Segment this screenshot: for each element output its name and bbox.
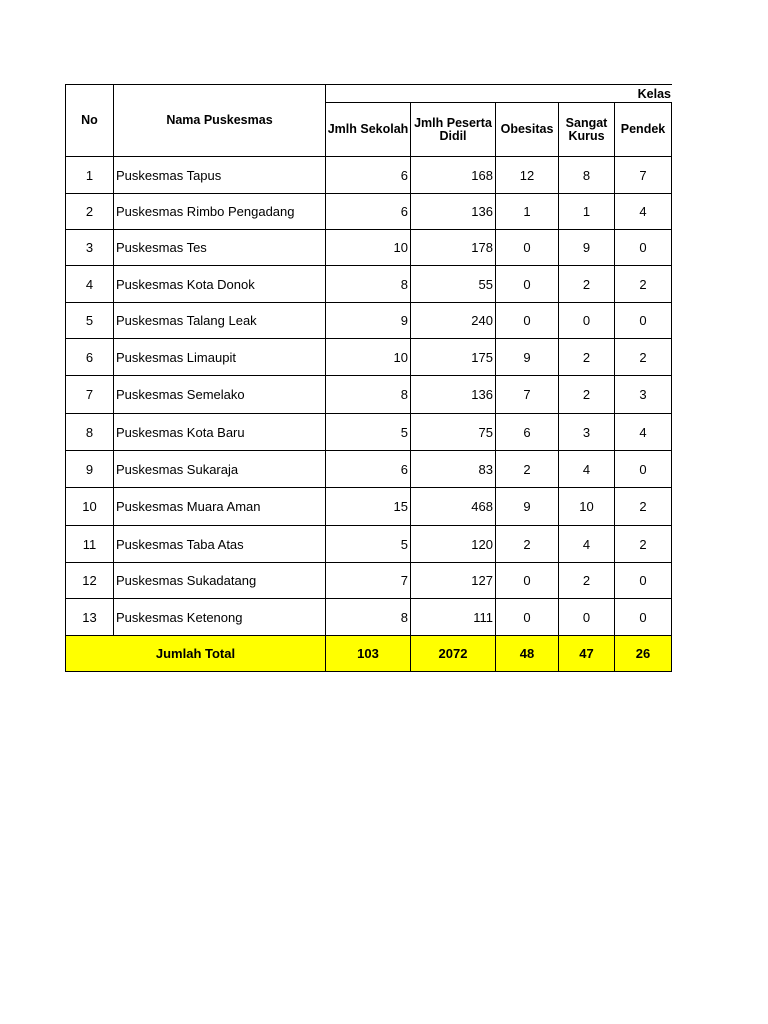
- cell-no[interactable]: 13: [66, 599, 114, 636]
- cell-pendek[interactable]: 4: [615, 194, 672, 230]
- header-sangat-kurus[interactable]: Sangat Kurus: [559, 103, 615, 157]
- table-header: [66, 85, 672, 157]
- cell-obesitas[interactable]: 2: [496, 526, 559, 563]
- cell-sangat-kurus[interactable]: 4: [559, 526, 615, 563]
- cell-sangat-kurus[interactable]: 8: [559, 157, 615, 194]
- cell-sangat-kurus[interactable]: 2: [559, 266, 615, 303]
- cell-nama-puskesmas[interactable]: Puskesmas Kota Donok: [114, 266, 326, 303]
- cell-jmlh-sekolah[interactable]: 5: [326, 526, 411, 563]
- cell-obesitas[interactable]: 0: [496, 230, 559, 266]
- cell-jmlh-sekolah[interactable]: 8: [326, 266, 411, 303]
- spreadsheet-table: [65, 84, 672, 672]
- cell-pendek[interactable]: 3: [615, 376, 672, 414]
- cell-nama-puskesmas[interactable]: Puskesmas Kota Baru: [114, 414, 326, 451]
- cell-sangat-kurus[interactable]: 0: [559, 303, 615, 339]
- table-row: [66, 339, 672, 376]
- cell-jmlh-sekolah[interactable]: 7: [326, 563, 411, 599]
- total-row: [66, 636, 672, 672]
- cell-pendek[interactable]: 7: [615, 157, 672, 194]
- cell-sangat-kurus[interactable]: 0: [559, 599, 615, 636]
- cell-jmlh-sekolah[interactable]: 10: [326, 339, 411, 376]
- table-row: [66, 194, 672, 230]
- cell-sangat-kurus[interactable]: 2: [559, 339, 615, 376]
- cell-obesitas[interactable]: 0: [496, 303, 559, 339]
- total-pendek[interactable]: 26: [615, 636, 672, 672]
- cell-no[interactable]: 1: [66, 157, 114, 194]
- cell-jmlh-peserta[interactable]: 55: [411, 266, 496, 303]
- cell-jmlh-sekolah[interactable]: 6: [326, 194, 411, 230]
- cell-obesitas[interactable]: 9: [496, 488, 559, 526]
- cell-no[interactable]: 8: [66, 414, 114, 451]
- cell-nama-puskesmas[interactable]: Puskesmas Sukadatang: [114, 563, 326, 599]
- cell-jmlh-peserta[interactable]: 168: [411, 157, 496, 194]
- cell-obesitas[interactable]: 1: [496, 194, 559, 230]
- cell-no[interactable]: 3: [66, 230, 114, 266]
- cell-no[interactable]: 6: [66, 339, 114, 376]
- header-obesitas[interactable]: Obesitas: [496, 103, 559, 157]
- cell-sangat-kurus[interactable]: 3: [559, 414, 615, 451]
- cell-obesitas[interactable]: 6: [496, 414, 559, 451]
- cell-jmlh-sekolah[interactable]: 15: [326, 488, 411, 526]
- header-group-kelas[interactable]: Kelas: [325, 85, 672, 103]
- total-obesitas[interactable]: 48: [496, 636, 559, 672]
- cell-jmlh-peserta[interactable]: 178: [411, 230, 496, 266]
- cell-no[interactable]: 7: [66, 376, 114, 414]
- header-jmlh-sekolah[interactable]: Jmlh Sekolah: [326, 103, 411, 157]
- cell-nama-puskesmas[interactable]: Puskesmas Tes: [114, 230, 326, 266]
- cell-no[interactable]: 4: [66, 266, 114, 303]
- cell-obesitas[interactable]: 12: [496, 157, 559, 194]
- cell-nama-puskesmas[interactable]: Puskesmas Semelako: [114, 376, 326, 414]
- header-no[interactable]: No: [66, 85, 114, 157]
- cell-pendek[interactable]: 0: [615, 230, 672, 266]
- header-nama-puskesmas[interactable]: Nama Puskesmas: [114, 85, 326, 157]
- cell-pendek[interactable]: 0: [615, 599, 672, 636]
- cell-obesitas[interactable]: 0: [496, 599, 559, 636]
- cell-no[interactable]: 12: [66, 563, 114, 599]
- cell-pendek[interactable]: 4: [615, 414, 672, 451]
- cell-pendek[interactable]: 2: [615, 526, 672, 563]
- table-row: [66, 451, 672, 488]
- cell-pendek[interactable]: 0: [615, 303, 672, 339]
- table-row: [66, 526, 672, 563]
- cell-jmlh-sekolah[interactable]: 6: [326, 451, 411, 488]
- cell-jmlh-peserta[interactable]: 127: [411, 563, 496, 599]
- total-sangat-kurus[interactable]: 47: [559, 636, 615, 672]
- cell-nama-puskesmas[interactable]: Puskesmas Limaupit: [114, 339, 326, 376]
- cell-no[interactable]: 2: [66, 194, 114, 230]
- cell-sangat-kurus[interactable]: 9: [559, 230, 615, 266]
- cell-obesitas[interactable]: 9: [496, 339, 559, 376]
- table-row: [66, 563, 672, 599]
- cell-no[interactable]: 10: [66, 488, 114, 526]
- cell-jmlh-sekolah[interactable]: 8: [326, 599, 411, 636]
- cell-jmlh-peserta[interactable]: 468: [411, 488, 496, 526]
- table-row: [66, 266, 672, 303]
- cell-sangat-kurus[interactable]: 2: [559, 563, 615, 599]
- cell-jmlh-sekolah[interactable]: 10: [326, 230, 411, 266]
- total-label[interactable]: Jumlah Total: [66, 636, 326, 672]
- table-row: [66, 230, 672, 266]
- cell-pendek[interactable]: 0: [615, 563, 672, 599]
- cell-nama-puskesmas[interactable]: Puskesmas Rimbo Pengadang: [114, 194, 326, 230]
- cell-jmlh-peserta[interactable]: 136: [411, 194, 496, 230]
- table-row: [66, 303, 672, 339]
- cell-obesitas[interactable]: 7: [496, 376, 559, 414]
- cell-no[interactable]: 11: [66, 526, 114, 563]
- cell-jmlh-sekolah[interactable]: 6: [326, 157, 411, 194]
- cell-pendek[interactable]: 0: [615, 451, 672, 488]
- cell-pendek[interactable]: 2: [615, 266, 672, 303]
- header-pendek[interactable]: Pendek: [615, 103, 672, 157]
- total-jmlh-sekolah[interactable]: 103: [326, 636, 411, 672]
- cell-no[interactable]: 9: [66, 451, 114, 488]
- table-row: [66, 488, 672, 526]
- cell-jmlh-peserta[interactable]: 120: [411, 526, 496, 563]
- cell-sangat-kurus[interactable]: 10: [559, 488, 615, 526]
- cell-sangat-kurus[interactable]: 4: [559, 451, 615, 488]
- cell-jmlh-peserta[interactable]: 111: [411, 599, 496, 636]
- cell-nama-puskesmas[interactable]: Puskesmas Sukaraja: [114, 451, 326, 488]
- cell-jmlh-peserta[interactable]: 136: [411, 376, 496, 414]
- total-jmlh-peserta[interactable]: 2072: [411, 636, 496, 672]
- table-row: [66, 599, 672, 636]
- table-row: [66, 414, 672, 451]
- cell-pendek[interactable]: 2: [615, 488, 672, 526]
- cell-nama-puskesmas[interactable]: Puskesmas Ketenong: [114, 599, 326, 636]
- table-row: [66, 376, 672, 414]
- cell-jmlh-peserta[interactable]: 240: [411, 303, 496, 339]
- cell-nama-puskesmas[interactable]: Puskesmas Tapus: [114, 157, 326, 194]
- cell-jmlh-peserta[interactable]: 75: [411, 414, 496, 451]
- header-jmlh-peserta-didil[interactable]: Jmlh Peserta Didil: [411, 103, 496, 157]
- cell-nama-puskesmas[interactable]: Puskesmas Muara Aman: [114, 488, 326, 526]
- cell-sangat-kurus[interactable]: 2: [559, 376, 615, 414]
- cell-no[interactable]: 5: [66, 303, 114, 339]
- cell-jmlh-peserta[interactable]: 175: [411, 339, 496, 376]
- cell-nama-puskesmas[interactable]: Puskesmas Taba Atas: [114, 526, 326, 563]
- cell-obesitas[interactable]: 0: [496, 266, 559, 303]
- cell-sangat-kurus[interactable]: 1: [559, 194, 615, 230]
- cell-pendek[interactable]: 2: [615, 339, 672, 376]
- cell-obesitas[interactable]: 2: [496, 451, 559, 488]
- cell-jmlh-peserta[interactable]: 83: [411, 451, 496, 488]
- cell-jmlh-sekolah[interactable]: 8: [326, 376, 411, 414]
- table-row: [66, 157, 672, 194]
- cell-jmlh-sekolah[interactable]: 5: [326, 414, 411, 451]
- cell-nama-puskesmas[interactable]: Puskesmas Talang Leak: [114, 303, 326, 339]
- cell-jmlh-sekolah[interactable]: 9: [326, 303, 411, 339]
- cell-obesitas[interactable]: 0: [496, 563, 559, 599]
